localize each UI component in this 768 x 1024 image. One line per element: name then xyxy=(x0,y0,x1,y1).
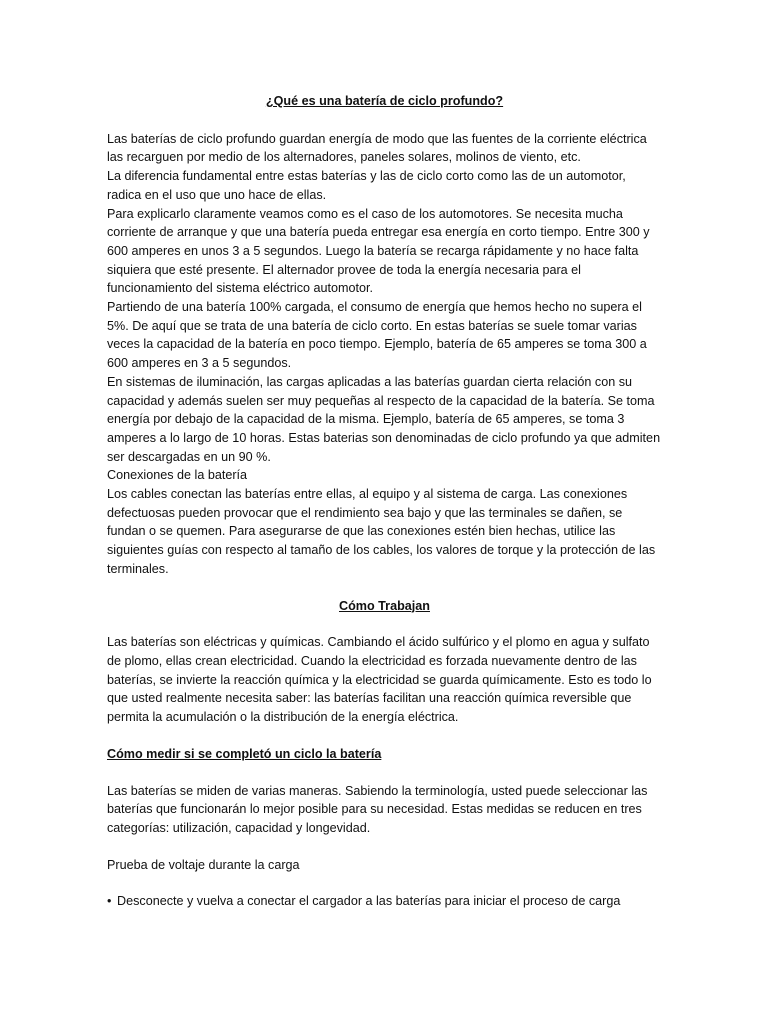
intro-paragraph: Partiendo de una batería 100% cargada, el consumo de energía que hemos hecho no supera el 5%. De aquí que se trata de una batería de ciclo corto. En estas baterías se suele tomar varias veces la capacidad de la batería en poco tiempo. Ejemplo, batería de 65 amperes se toma 300 a 600 amperes en 3 a 5 segundos. xyxy=(107,300,647,371)
como-medir-paragraph: Las baterías se miden de varias maneras. Sabiendo la terminología, usted puede seleccionar las baterías que funcionarán lo mejor posible para su necesidad. Estas medidas se reducen en tres categorías: utilización, capacidad y longevidad. xyxy=(107,783,648,835)
intro-section xyxy=(107,130,662,579)
como-trabajan-paragraph: Las baterías son eléctricas y químicas. Cambiando el ácido sulfúrico y el plomo en agua y sulfato de plomo, ellas crean electricidad. Cuando la electricidad es forzada nuevamente dentro de las baterías, se invierte la reacción química y la electricidad se guarda químicamente. Esto es todo lo que usted realmente necesita saber: las baterías facilitan una reacción química reversible que permita la acumulación o la distribución de la energía eléctrica. xyxy=(107,635,652,725)
bullet-text: Desconecte y vuelva a conectar el cargador a las baterías para iniciar el proceso de carga xyxy=(117,894,621,909)
section-heading-como-medir: Cómo medir si se completó un ciclo la batería xyxy=(107,746,382,761)
connections-label: Conexiones de la batería xyxy=(107,468,248,483)
bullet-item xyxy=(107,892,662,911)
voltage-test-label: Prueba de voltaje durante la carga xyxy=(107,857,300,872)
intro-paragraph: La diferencia fundamental entre estas baterías y las de ciclo corto como las de un automotor, radica en el uso que uno hace de ellas. xyxy=(107,169,626,202)
intro-paragraph: En sistemas de iluminación, las cargas aplicadas a las baterías guardan cierta relación con su capacidad y además suelen ser muy pequeñas al respecto de la capacidad de la batería. Se toma energía por debajo de la capacidad de la misma. Ejemplo, batería de 65 amperes, se toma 3 amperes a lo largo de 10 horas. Estas baterias son denominadas de ciclo profundo ya que admiten ser descargadas en un 90 %. xyxy=(107,374,661,464)
intro-paragraph: Para explicarlo claramente veamos como es el caso de los automotores. Se necesita mucha corriente de arranque y que una batería pueda entregar esa energía en corto tiempo. Entre 300 y 600 amperes en unos 3 a 5 segundos. Luego la batería se recarga rápidamente y no hace falta siquiera que esté presente. El alternador provee de toda la energía necesaria para el funcionamiento del sistema eléctrico automotor. xyxy=(107,206,650,296)
document-title: ¿Qué es una batería de ciclo profundo? xyxy=(265,94,504,108)
intro-paragraph: Las baterías de ciclo profundo guardan energía de modo que las fuentes de la corriente eléctrica las recarguen por medio de los alternadores, paneles solares, molinos de viento, etc. xyxy=(107,131,647,165)
bullet-icon: • xyxy=(107,894,112,909)
section-heading-como-trabajan: Cómo Trabajan xyxy=(339,598,430,613)
intro-paragraph: Los cables conectan las baterías entre ellas, al equipo y al sistema de carga. Las conexiones defectuosas pueden provocar que el rendimiento sea bajo y que las terminales se dañen, se fundan o se quemen. Para asegurarse de que las conexiones estén bien hechas, utilice las siguientes guías con respecto al tamaño de los cables, los valores de torque y la protección de las terminales. xyxy=(107,487,656,576)
